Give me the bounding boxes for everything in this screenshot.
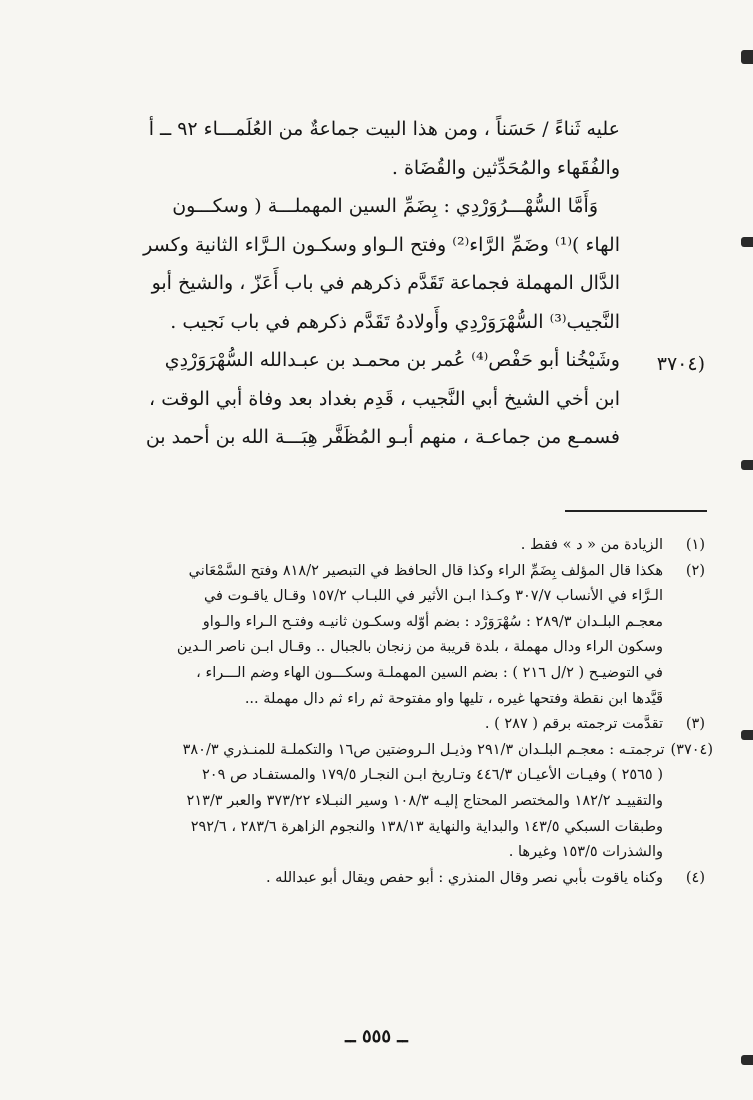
footnote-line: الـرَّاء في الأنساب ٣٠٧/٧ وكـذا ابـن الأثير في اللبـاب ١٥٧/٢ وقـال ياقـوت في [203, 588, 663, 605]
footnote [105, 738, 713, 866]
page-edge-mark [741, 237, 753, 247]
page-edge-mark [741, 1055, 753, 1065]
footnote [105, 559, 705, 713]
footnote-number: (٤) [685, 869, 705, 886]
footnote-line: قَيَّدها ابن نقطة وفتحها غيره ، تليها واو مفتوحة ثم راء ثم دال مهملة ... [244, 690, 663, 707]
entry-number: (٣٧٠٤ [656, 353, 705, 375]
main-text-line: والفُقَهاء والمُحَدِّثين والقُضَاة . [391, 156, 620, 179]
page-number: ــ ٥٥٥ ــ [345, 1026, 408, 1047]
footnote-number: (١) [685, 537, 705, 553]
footnote-text: تقدَّمت ترجمته برقم ( ٢٨٧ ) . [484, 716, 663, 733]
footnote-line [105, 712, 705, 738]
footnote-text: وكناه ياقوت بأبي نصر وقال المنذري : أبو حفص ويقال أبو عبدالله . [265, 869, 663, 886]
footnote-line: والشذرات ١٥٣/٥ وغيرها . [508, 844, 663, 861]
footnote-line: وطبقات السبكي ١٤٣/٥ والبداية والنهاية ١٣٨/١٣ والنجوم الزاهرة ٢٨٣/٦ ، ٢٩٢/٦ [190, 818, 663, 835]
footnote-text: الزيادة من « د » فقط . [520, 537, 663, 553]
main-text-line: الهاء )⁽¹⁾ وضَمِّ الرَّاء⁽²⁾ وفتح الـواو وسكـون الـرَّاء الثانية وكسر [143, 233, 620, 256]
main-text-line: الدَّال المهملة فجماعة تَقَدَّم ذكرهم في باب أَعَزّ ، والشيخ أبو [151, 272, 620, 294]
footnote-line [105, 738, 713, 764]
footnote [105, 533, 705, 559]
footnote-line: في التوضيـح ( ٢/ل ٢١٦ ) : بضم السين المهملـة وسكـــون الهاء وضم الـــراء ، [196, 664, 663, 681]
footnote-line [105, 533, 705, 559]
footnotes [105, 533, 713, 891]
footnote [105, 712, 705, 738]
footnote-number: (٣) [685, 716, 705, 733]
footnote-line: ( ٢٥٦٥ ) وفيـات الأعيـان ٤٤٦/٣ وتـاريخ ابـن النجـار ١٧٩/٥ والمستفـاد ص ٢٠٩ [202, 767, 663, 784]
footnote [105, 866, 705, 892]
footnote-text: ترجمتـه : معجـم البلـدان ٢٩١/٣ وذيـل الـروضتين ص١٦ والتكملـة للمنـذري ٣٨٠/٣ [182, 741, 665, 758]
page-edge-mark [741, 460, 753, 470]
footnote-separator [565, 510, 707, 512]
footnote-line [105, 559, 705, 585]
page-edge-mark [741, 50, 753, 64]
main-text-line: فسمـع من جماعـة ، منهم أبـو المُظَفَّر هِبَـــة الله بن أحمد بن [145, 426, 620, 448]
footnote-number: (٣٧٠٤) [670, 741, 713, 758]
footnote-line [105, 866, 705, 892]
main-text [143, 110, 620, 457]
page-edge-mark [741, 730, 753, 740]
main-text-line: عليه ثَناءً / حَسَناً ، ومن هذا البيت جماعةٌ من العُلَمـــاء ٩٢ ــ أ [148, 118, 620, 140]
footnote-line: وسكون الراء ودال مهملة ، بلدة قريبة من زنجان بالجبال .. وقـال ابـن ناصر الـدين [176, 639, 663, 656]
footnote-number: (٢) [685, 562, 705, 579]
main-text-line: ابن أخي الشيخ أبي النَّجيب ، قَدِم بغداد بعد وفاة أبي الوقت ، [149, 387, 620, 410]
main-text-line: وشَيْخُنا أبو حَفْص⁽⁴⁾ عُمر بن محمـد بن عبـدالله السُّهْرَوَرْدِي [164, 349, 620, 371]
main-text-line: وَأَمَّا السُّهْـــرُوَرْدِي : بِضَمِّ السين المهملـــة ( وسكـــون [172, 195, 598, 217]
footnote-line: والتقييـد ١٨٢/٢ والمختصر المحتاج إليـه ١٠٨/٣ وسير النبـلاء ٣٧٣/٢٢ والعبر ٢١٣/٣ [186, 792, 663, 809]
main-text-line: النَّجيب⁽³⁾ السُّهْرَوَرْدِي وأَولادهُ تَقَدَّم ذكرهم في باب نَجيب . [170, 310, 620, 333]
footnote-text: هكذا قال المؤلف بِضَمِّ الراء وكذا قال الحافظ في التبصير ٨١٨/٢ وفتح السَّمْعَاني [188, 562, 663, 579]
footnote-line: معجـم البلـدان ٢٨٩/٣ : سُهْرَوَرْد : بضم أوّله وسكـون ثانيـه وفتـح الـراء والـواو [202, 613, 663, 630]
